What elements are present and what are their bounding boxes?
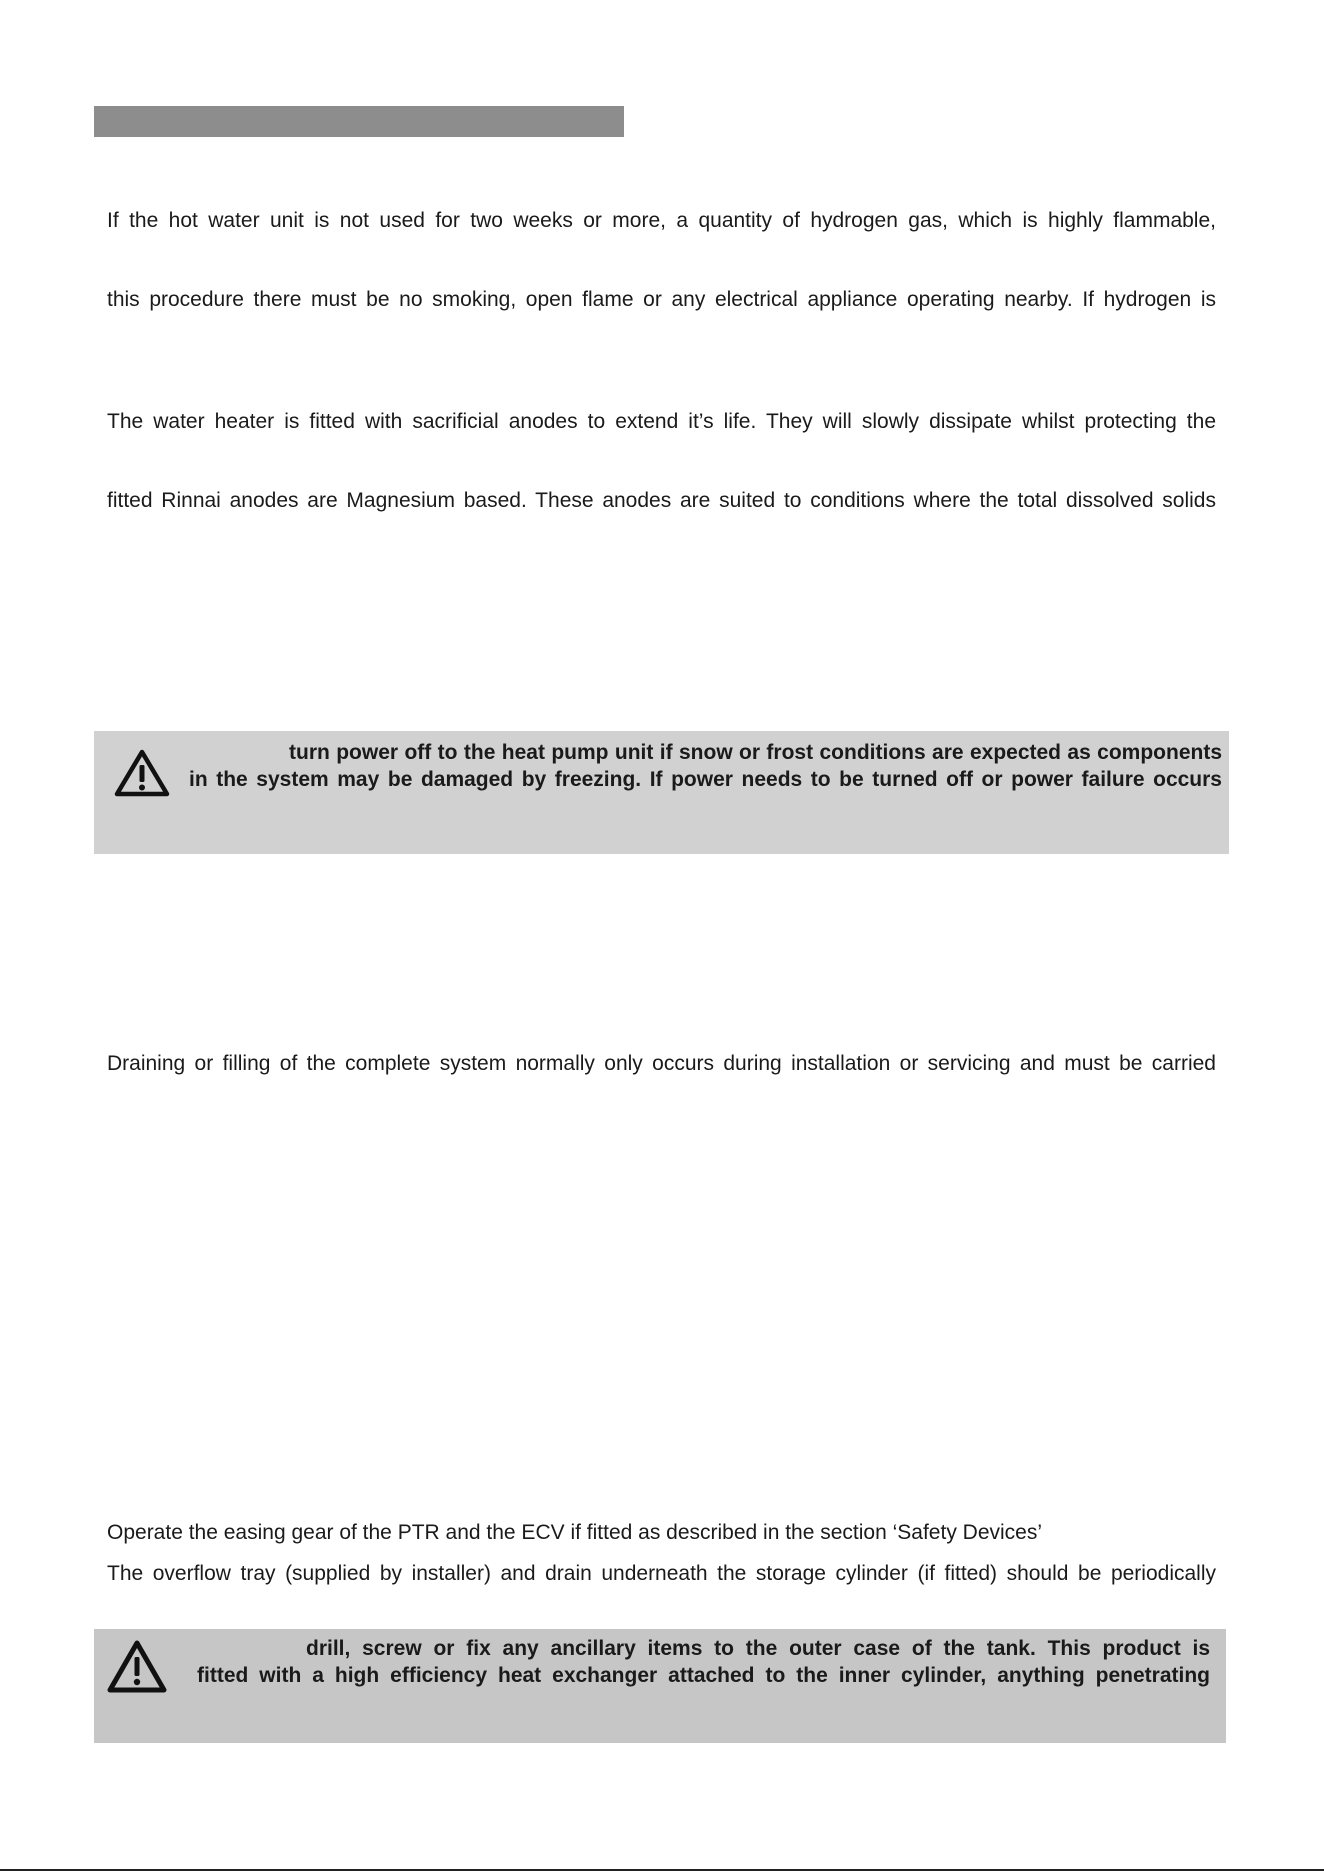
power-warning-box — [94, 731, 1229, 854]
drill-warning-line-2: fitted with a high efficiency heat exchanger attached to the inner cylinder, anything penetrating — [197, 1664, 1210, 1687]
anode-paragraph-line-1: The water heater is fitted with sacrificial anodes to extend it’s life. They will slowly dissipate whilst protecting the — [107, 410, 1216, 433]
draining-paragraph-line-1: Draining or filling of the complete system normally only occurs during installation or servicing and must be carried — [107, 1052, 1216, 1075]
drill-warning-line-1: drill, screw or fix any ancillary items to the outer case of the tank. This product is — [306, 1637, 1210, 1660]
ptr-paragraph-line-1: Operate the easing gear of the PTR and the ECV if fitted as described in the section ‘Safety Devices’ — [107, 1521, 1043, 1544]
section-header-bar — [94, 106, 624, 137]
page-bottom-rule — [0, 1869, 1324, 1871]
warning-triangle-icon — [114, 748, 170, 798]
anode-paragraph-line-2: fitted Rinnai anodes are Magnesium based. These anodes are suited to conditions where the total dissolved solids — [107, 489, 1216, 512]
power-warning-line-1: turn power off to the heat pump unit if snow or frost conditions are expected as components — [289, 741, 1222, 764]
overflow-paragraph-line-1: The overflow tray (supplied by installer) and drain underneath the storage cylinder (if fitted) should be periodically — [107, 1562, 1216, 1585]
hydrogen-paragraph-line-2: this procedure there must be no smoking, open flame or any electrical appliance operating nearby. If hydrogen is — [107, 288, 1216, 311]
hydrogen-paragraph-line-1: If the hot water unit is not used for two weeks or more, a quantity of hydrogen gas, which is highly flammable, — [107, 209, 1216, 232]
power-warning-line-2: in the system may be damaged by freezing. If power needs to be turned off or power failure occurs — [189, 768, 1222, 791]
drill-warning-box — [94, 1629, 1226, 1743]
warning-triangle-icon — [107, 1639, 167, 1694]
